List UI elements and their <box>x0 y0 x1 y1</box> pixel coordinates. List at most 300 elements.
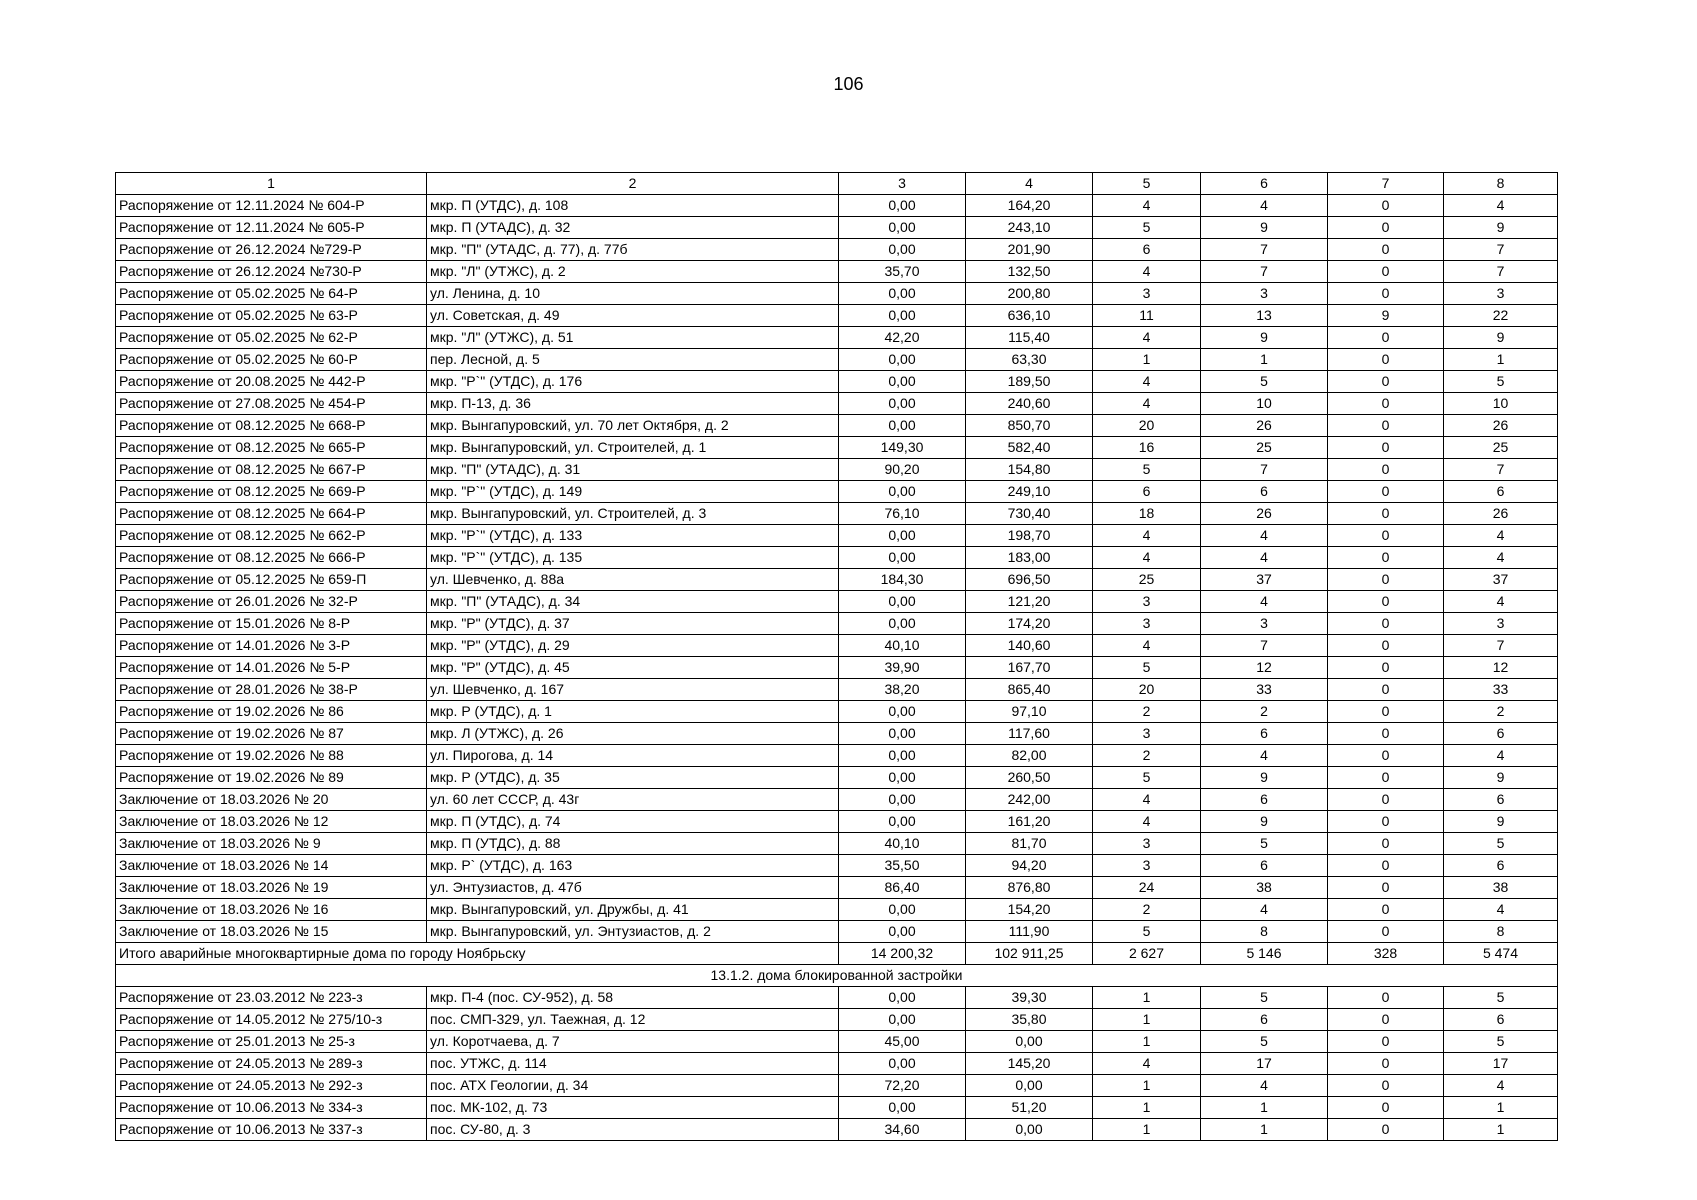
table-row <box>116 635 1558 657</box>
value-cell: 189,50 <box>966 371 1093 393</box>
value-cell: 4 <box>1444 591 1558 613</box>
document-cell: Распоряжение от 19.02.2026 № 89 <box>116 767 427 789</box>
value-cell: 4 <box>1093 525 1201 547</box>
total-row <box>116 943 1558 965</box>
address-cell: ул. Шевченко, д. 167 <box>427 679 839 701</box>
table-row <box>116 415 1558 437</box>
value-cell: 154,80 <box>966 459 1093 481</box>
document-cell: Распоряжение от 08.12.2025 № 666-Р <box>116 547 427 569</box>
value-cell: 3 <box>1093 591 1201 613</box>
address-cell: мкр. "Р`" (УТДС), д. 135 <box>427 547 839 569</box>
value-cell: 0,00 <box>839 481 966 503</box>
document-cell: Заключение от 18.03.2026 № 12 <box>116 811 427 833</box>
value-cell: 9 <box>1201 217 1328 239</box>
column-header: 3 <box>839 173 966 195</box>
address-cell: пос. СМП-329, ул. Таежная, д. 12 <box>427 1009 839 1031</box>
value-cell: 5 <box>1444 987 1558 1009</box>
table-row <box>116 305 1558 327</box>
value-cell: 10 <box>1444 393 1558 415</box>
value-cell: 0,00 <box>966 1075 1093 1097</box>
table-row <box>116 393 1558 415</box>
value-cell: 1 <box>1201 1119 1328 1141</box>
value-cell: 13 <box>1201 305 1328 327</box>
column-header: 8 <box>1444 173 1558 195</box>
value-cell: 2 <box>1093 745 1201 767</box>
value-cell: 4 <box>1444 525 1558 547</box>
value-cell: 10 <box>1201 393 1328 415</box>
value-cell: 4 <box>1444 745 1558 767</box>
table-row <box>116 371 1558 393</box>
address-cell: пос. СУ-80, д. 3 <box>427 1119 839 1141</box>
value-cell: 1 <box>1093 1075 1201 1097</box>
table-row <box>116 833 1558 855</box>
value-cell: 2 <box>1093 701 1201 723</box>
value-cell: 730,40 <box>966 503 1093 525</box>
value-cell: 117,60 <box>966 723 1093 745</box>
value-cell: 97,10 <box>966 701 1093 723</box>
total-value: 14 200,32 <box>839 943 966 965</box>
value-cell: 1 <box>1093 987 1201 1009</box>
value-cell: 9 <box>1444 327 1558 349</box>
document-cell: Распоряжение от 08.12.2025 № 662-Р <box>116 525 427 547</box>
document-cell: Распоряжение от 19.02.2026 № 88 <box>116 745 427 767</box>
value-cell: 7 <box>1444 239 1558 261</box>
value-cell: 42,20 <box>839 327 966 349</box>
value-cell: 115,40 <box>966 327 1093 349</box>
value-cell: 0,00 <box>839 987 966 1009</box>
table-row <box>116 701 1558 723</box>
value-cell: 5 <box>1201 371 1328 393</box>
document-cell: Распоряжение от 23.03.2012 № 223-з <box>116 987 427 1009</box>
address-cell: мкр. "Р" (УТДС), д. 45 <box>427 657 839 679</box>
value-cell: 0,00 <box>839 415 966 437</box>
value-cell: 0 <box>1328 217 1444 239</box>
header-row <box>116 173 1558 195</box>
value-cell: 0 <box>1328 525 1444 547</box>
document-cell: Распоряжение от 24.05.2013 № 289-з <box>116 1053 427 1075</box>
value-cell: 94,20 <box>966 855 1093 877</box>
value-cell: 198,70 <box>966 525 1093 547</box>
address-cell: ул. Шевченко, д. 88а <box>427 569 839 591</box>
total-value: 328 <box>1328 943 1444 965</box>
value-cell: 865,40 <box>966 679 1093 701</box>
address-cell: мкр. "Л" (УТЖС), д. 2 <box>427 261 839 283</box>
value-cell: 164,20 <box>966 195 1093 217</box>
value-cell: 0 <box>1328 415 1444 437</box>
value-cell: 82,00 <box>966 745 1093 767</box>
section-row <box>116 965 1558 987</box>
value-cell: 0 <box>1328 833 1444 855</box>
value-cell: 11 <box>1093 305 1201 327</box>
value-cell: 5 <box>1201 833 1328 855</box>
value-cell: 24 <box>1093 877 1201 899</box>
value-cell: 9 <box>1444 217 1558 239</box>
value-cell: 3 <box>1093 613 1201 635</box>
table-row <box>116 1053 1558 1075</box>
value-cell: 7 <box>1201 261 1328 283</box>
value-cell: 6 <box>1201 723 1328 745</box>
document-cell: Заключение от 18.03.2026 № 15 <box>116 921 427 943</box>
value-cell: 0,00 <box>839 899 966 921</box>
table-row <box>116 723 1558 745</box>
document-cell: Распоряжение от 28.01.2026 № 38-Р <box>116 679 427 701</box>
value-cell: 0,00 <box>839 239 966 261</box>
address-cell: мкр. "Р" (УТДС), д. 37 <box>427 613 839 635</box>
value-cell: 0 <box>1328 723 1444 745</box>
table-row <box>116 855 1558 877</box>
value-cell: 4 <box>1093 195 1201 217</box>
table-row <box>116 877 1558 899</box>
value-cell: 0 <box>1328 569 1444 591</box>
table-row <box>116 745 1558 767</box>
table-row <box>116 657 1558 679</box>
value-cell: 167,70 <box>966 657 1093 679</box>
address-cell: ул. Энтузиастов, д. 47б <box>427 877 839 899</box>
value-cell: 5 <box>1444 1031 1558 1053</box>
value-cell: 9 <box>1444 767 1558 789</box>
value-cell: 0 <box>1328 745 1444 767</box>
document-cell: Распоряжение от 05.02.2025 № 62-Р <box>116 327 427 349</box>
value-cell: 0 <box>1328 657 1444 679</box>
value-cell: 3 <box>1444 613 1558 635</box>
document-cell: Распоряжение от 19.02.2026 № 86 <box>116 701 427 723</box>
value-cell: 0,00 <box>839 613 966 635</box>
value-cell: 0 <box>1328 635 1444 657</box>
value-cell: 1 <box>1201 1097 1328 1119</box>
address-cell: ул. Коротчаева, д. 7 <box>427 1031 839 1053</box>
value-cell: 22 <box>1444 305 1558 327</box>
value-cell: 5 <box>1093 459 1201 481</box>
address-cell: пос. МК-102, д. 73 <box>427 1097 839 1119</box>
table-row <box>116 525 1558 547</box>
table-row <box>116 459 1558 481</box>
value-cell: 7 <box>1444 635 1558 657</box>
value-cell: 3 <box>1444 283 1558 305</box>
address-cell: пос. АТХ Геологии, д. 34 <box>427 1075 839 1097</box>
section-title: 13.1.2. дома блокированной застройки <box>116 965 1558 987</box>
value-cell: 0,00 <box>839 921 966 943</box>
value-cell: 3 <box>1093 855 1201 877</box>
address-cell: ул. Пирогова, д. 14 <box>427 745 839 767</box>
value-cell: 81,70 <box>966 833 1093 855</box>
value-cell: 4 <box>1444 899 1558 921</box>
address-cell: мкр. "Р`" (УТДС), д. 149 <box>427 481 839 503</box>
address-cell: ул. Ленина, д. 10 <box>427 283 839 305</box>
value-cell: 4 <box>1093 1053 1201 1075</box>
value-cell: 39,30 <box>966 987 1093 1009</box>
value-cell: 5 <box>1444 833 1558 855</box>
address-cell: мкр. Р` (УТДС), д. 163 <box>427 855 839 877</box>
value-cell: 6 <box>1201 855 1328 877</box>
address-cell: мкр. П (УТАДС), д. 32 <box>427 217 839 239</box>
value-cell: 1 <box>1093 1031 1201 1053</box>
document-cell: Заключение от 18.03.2026 № 16 <box>116 899 427 921</box>
address-cell: мкр. "Л" (УТЖС), д. 51 <box>427 327 839 349</box>
document-cell: Распоряжение от 08.12.2025 № 669-Р <box>116 481 427 503</box>
document-cell: Распоряжение от 25.01.2013 № 25-з <box>116 1031 427 1053</box>
document-cell: Распоряжение от 08.12.2025 № 667-Р <box>116 459 427 481</box>
value-cell: 0 <box>1328 503 1444 525</box>
value-cell: 0,00 <box>839 811 966 833</box>
value-cell: 9 <box>1444 811 1558 833</box>
value-cell: 2 <box>1093 899 1201 921</box>
address-cell: мкр. Вынгапуровский, ул. Энтузиастов, д. 2 <box>427 921 839 943</box>
value-cell: 86,40 <box>839 877 966 899</box>
value-cell: 5 <box>1093 767 1201 789</box>
address-cell: мкр. "Р`" (УТДС), д. 176 <box>427 371 839 393</box>
table-row <box>116 591 1558 613</box>
total-value: 102 911,25 <box>966 943 1093 965</box>
value-cell: 161,20 <box>966 811 1093 833</box>
document-cell: Распоряжение от 10.06.2013 № 337-з <box>116 1119 427 1141</box>
value-cell: 26 <box>1444 415 1558 437</box>
value-cell: 4 <box>1093 327 1201 349</box>
value-cell: 4 <box>1201 195 1328 217</box>
value-cell: 0,00 <box>839 371 966 393</box>
value-cell: 0 <box>1328 877 1444 899</box>
value-cell: 9 <box>1201 811 1328 833</box>
document-cell: Распоряжение от 14.01.2026 № 5-Р <box>116 657 427 679</box>
value-cell: 25 <box>1093 569 1201 591</box>
value-cell: 35,50 <box>839 855 966 877</box>
value-cell: 4 <box>1201 1075 1328 1097</box>
table-row <box>116 921 1558 943</box>
value-cell: 4 <box>1093 547 1201 569</box>
address-cell: мкр. Л (УТЖС), д. 26 <box>427 723 839 745</box>
value-cell: 0,00 <box>966 1031 1093 1053</box>
value-cell: 26 <box>1201 415 1328 437</box>
value-cell: 0,00 <box>839 1009 966 1031</box>
value-cell: 33 <box>1201 679 1328 701</box>
value-cell: 9 <box>1328 305 1444 327</box>
value-cell: 3 <box>1093 283 1201 305</box>
value-cell: 76,10 <box>839 503 966 525</box>
document-cell: Распоряжение от 14.01.2026 № 3-Р <box>116 635 427 657</box>
address-cell: мкр. Р (УТДС), д. 35 <box>427 767 839 789</box>
value-cell: 0,00 <box>839 767 966 789</box>
address-cell: пос. УТЖС, д. 114 <box>427 1053 839 1075</box>
table-row <box>116 569 1558 591</box>
value-cell: 0 <box>1328 437 1444 459</box>
value-cell: 0,00 <box>839 723 966 745</box>
value-cell: 6 <box>1444 1009 1558 1031</box>
address-cell: мкр. П (УТДС), д. 74 <box>427 811 839 833</box>
value-cell: 111,90 <box>966 921 1093 943</box>
table-row <box>116 283 1558 305</box>
address-cell: мкр. Вынгапуровский, ул. 70 лет Октября, д. 2 <box>427 415 839 437</box>
value-cell: 0 <box>1328 195 1444 217</box>
address-cell: мкр. Р (УТДС), д. 1 <box>427 701 839 723</box>
document-cell: Распоряжение от 26.01.2026 № 32-Р <box>116 591 427 613</box>
value-cell: 0 <box>1328 1097 1444 1119</box>
value-cell: 0 <box>1328 1009 1444 1031</box>
column-header: 7 <box>1328 173 1444 195</box>
value-cell: 0 <box>1328 1075 1444 1097</box>
value-cell: 6 <box>1444 481 1558 503</box>
value-cell: 0 <box>1328 481 1444 503</box>
value-cell: 140,60 <box>966 635 1093 657</box>
document-cell: Распоряжение от 12.11.2024 № 604-Р <box>116 195 427 217</box>
value-cell: 1 <box>1093 1097 1201 1119</box>
value-cell: 6 <box>1444 723 1558 745</box>
value-cell: 0 <box>1328 899 1444 921</box>
value-cell: 0,00 <box>839 305 966 327</box>
value-cell: 39,90 <box>839 657 966 679</box>
table-row <box>116 327 1558 349</box>
value-cell: 0,00 <box>839 393 966 415</box>
value-cell: 90,20 <box>839 459 966 481</box>
column-header: 5 <box>1093 173 1201 195</box>
address-cell: мкр. "П" (УТАДС, д. 77), д. 77б <box>427 239 839 261</box>
address-cell: мкр. "Р" (УТДС), д. 29 <box>427 635 839 657</box>
value-cell: 9 <box>1201 767 1328 789</box>
value-cell: 132,50 <box>966 261 1093 283</box>
value-cell: 72,20 <box>839 1075 966 1097</box>
value-cell: 5 <box>1093 657 1201 679</box>
total-value: 5 474 <box>1444 943 1558 965</box>
value-cell: 0 <box>1328 591 1444 613</box>
value-cell: 33 <box>1444 679 1558 701</box>
value-cell: 2 <box>1444 701 1558 723</box>
value-cell: 0 <box>1328 327 1444 349</box>
value-cell: 7 <box>1444 261 1558 283</box>
address-cell: ул. 60 лет СССР, д. 43г <box>427 789 839 811</box>
value-cell: 0 <box>1328 1031 1444 1053</box>
page-number: 106 <box>833 74 864 94</box>
value-cell: 0,00 <box>839 217 966 239</box>
value-cell: 26 <box>1444 503 1558 525</box>
column-header: 2 <box>427 173 839 195</box>
value-cell: 0 <box>1328 393 1444 415</box>
document-cell: Распоряжение от 08.12.2025 № 665-Р <box>116 437 427 459</box>
value-cell: 26 <box>1201 503 1328 525</box>
address-cell: мкр. П (УТДС), д. 108 <box>427 195 839 217</box>
address-cell: ул. Советская, д. 49 <box>427 305 839 327</box>
value-cell: 4 <box>1093 635 1201 657</box>
value-cell: 0 <box>1328 349 1444 371</box>
document-cell: Распоряжение от 08.12.2025 № 664-Р <box>116 503 427 525</box>
value-cell: 20 <box>1093 415 1201 437</box>
value-cell: 8 <box>1201 921 1328 943</box>
value-cell: 242,00 <box>966 789 1093 811</box>
value-cell: 4 <box>1444 195 1558 217</box>
address-cell: мкр. Вынгапуровский, ул. Строителей, д. 3 <box>427 503 839 525</box>
document-cell: Распоряжение от 26.12.2024 №729-Р <box>116 239 427 261</box>
document-cell: Распоряжение от 08.12.2025 № 668-Р <box>116 415 427 437</box>
value-cell: 154,20 <box>966 899 1093 921</box>
value-cell: 0 <box>1328 789 1444 811</box>
value-cell: 0 <box>1328 855 1444 877</box>
value-cell: 37 <box>1444 569 1558 591</box>
address-cell: мкр. "П" (УТАДС), д. 34 <box>427 591 839 613</box>
value-cell: 636,10 <box>966 305 1093 327</box>
value-cell: 17 <box>1444 1053 1558 1075</box>
value-cell: 38 <box>1201 877 1328 899</box>
value-cell: 51,20 <box>966 1097 1093 1119</box>
table-row <box>116 1075 1558 1097</box>
value-cell: 4 <box>1093 371 1201 393</box>
value-cell: 1 <box>1093 1009 1201 1031</box>
value-cell: 4 <box>1201 547 1328 569</box>
value-cell: 4 <box>1093 261 1201 283</box>
value-cell: 0,00 <box>839 591 966 613</box>
value-cell: 4 <box>1093 393 1201 415</box>
value-cell: 6 <box>1093 239 1201 261</box>
value-cell: 5 <box>1444 371 1558 393</box>
value-cell: 876,80 <box>966 877 1093 899</box>
value-cell: 249,10 <box>966 481 1093 503</box>
value-cell: 5 <box>1201 1031 1328 1053</box>
value-cell: 4 <box>1093 789 1201 811</box>
value-cell: 201,90 <box>966 239 1093 261</box>
value-cell: 8 <box>1444 921 1558 943</box>
value-cell: 7 <box>1201 239 1328 261</box>
value-cell: 63,30 <box>966 349 1093 371</box>
data-table <box>115 172 1558 1141</box>
value-cell: 240,60 <box>966 393 1093 415</box>
value-cell: 260,50 <box>966 767 1093 789</box>
value-cell: 9 <box>1201 327 1328 349</box>
value-cell: 183,00 <box>966 547 1093 569</box>
value-cell: 0,00 <box>839 745 966 767</box>
value-cell: 121,20 <box>966 591 1093 613</box>
table-body <box>116 173 1558 1141</box>
value-cell: 35,70 <box>839 261 966 283</box>
value-cell: 0,00 <box>839 701 966 723</box>
address-cell: мкр. П (УТДС), д. 88 <box>427 833 839 855</box>
table-row <box>116 1097 1558 1119</box>
value-cell: 0,00 <box>839 283 966 305</box>
table-row <box>116 1009 1558 1031</box>
table-row <box>116 613 1558 635</box>
value-cell: 37 <box>1201 569 1328 591</box>
value-cell: 5 <box>1093 217 1201 239</box>
value-cell: 243,10 <box>966 217 1093 239</box>
value-cell: 40,10 <box>839 833 966 855</box>
document-cell: Распоряжение от 12.11.2024 № 605-Р <box>116 217 427 239</box>
value-cell: 7 <box>1201 459 1328 481</box>
value-cell: 25 <box>1444 437 1558 459</box>
column-header: 6 <box>1201 173 1328 195</box>
value-cell: 149,30 <box>839 437 966 459</box>
value-cell: 582,40 <box>966 437 1093 459</box>
value-cell: 145,20 <box>966 1053 1093 1075</box>
value-cell: 1 <box>1444 349 1558 371</box>
value-cell: 184,30 <box>839 569 966 591</box>
document-cell: Распоряжение от 20.08.2025 № 442-Р <box>116 371 427 393</box>
value-cell: 0,00 <box>839 349 966 371</box>
document-cell: Распоряжение от 10.06.2013 № 334-з <box>116 1097 427 1119</box>
value-cell: 0 <box>1328 921 1444 943</box>
document-cell: Распоряжение от 05.12.2025 № 659-П <box>116 569 427 591</box>
value-cell: 0 <box>1328 459 1444 481</box>
table-row <box>116 767 1558 789</box>
value-cell: 0,00 <box>839 547 966 569</box>
table-row <box>116 789 1558 811</box>
table-row <box>116 481 1558 503</box>
value-cell: 4 <box>1444 547 1558 569</box>
address-cell: мкр. Вынгапуровский, ул. Строителей, д. 1 <box>427 437 839 459</box>
value-cell: 4 <box>1444 1075 1558 1097</box>
value-cell: 200,80 <box>966 283 1093 305</box>
value-cell: 3 <box>1201 613 1328 635</box>
document-cell: Распоряжение от 05.02.2025 № 63-Р <box>116 305 427 327</box>
value-cell: 0 <box>1328 261 1444 283</box>
table-row <box>116 1031 1558 1053</box>
document-cell: Заключение от 18.03.2026 № 14 <box>116 855 427 877</box>
value-cell: 0 <box>1328 679 1444 701</box>
value-cell: 4 <box>1201 525 1328 547</box>
